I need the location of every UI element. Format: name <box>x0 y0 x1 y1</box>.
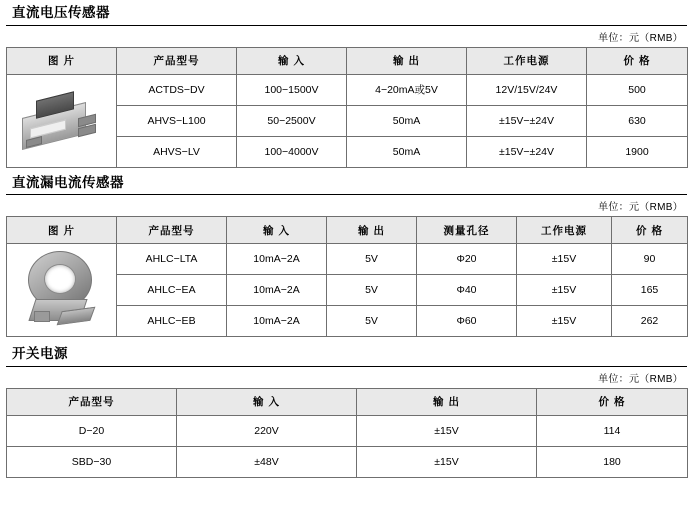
unit-note: 单位：元（RMB） <box>598 202 683 214</box>
cell-power: ±15V−±24V <box>467 105 587 136</box>
switching-power-supply-table <box>6 388 688 478</box>
dc-voltage-sensor-table <box>6 47 688 168</box>
dc-voltage-sensor-photo <box>7 74 117 167</box>
column-header: 产品型号 <box>7 388 177 415</box>
column-header: 价 格 <box>587 47 688 74</box>
cell-output: 50mA <box>347 136 467 167</box>
cell-price: 630 <box>587 105 688 136</box>
cell-output: ±15V <box>357 415 537 446</box>
cell-power: ±15V <box>517 306 612 337</box>
cell-input: 50−2500V <box>237 105 347 136</box>
cell-model: AHLC−LTA <box>117 244 227 275</box>
unit-note: 单位：元（RMB） <box>598 32 683 44</box>
column-header: 价 格 <box>612 217 688 244</box>
column-header: 工作电源 <box>517 217 612 244</box>
column-header: 输 出 <box>357 388 537 415</box>
cell-power: ±15V−±24V <box>467 136 587 167</box>
toroid-aperture-shape <box>44 264 76 294</box>
column-header: 产品型号 <box>117 47 237 74</box>
table-row <box>7 446 688 477</box>
column-header: 输 入 <box>177 388 357 415</box>
cell-input: 10mA−2A <box>227 244 327 275</box>
section-title: 直流电压传感器 <box>12 5 110 20</box>
column-header: 图 片 <box>7 47 117 74</box>
cell-price: 500 <box>587 74 688 105</box>
column-header: 产品型号 <box>117 217 227 244</box>
cell-aperture: Φ40 <box>417 275 517 306</box>
column-header: 输 入 <box>237 47 347 74</box>
cell-output: 5V <box>327 275 417 306</box>
column-header: 测量孔径 <box>417 217 517 244</box>
cell-output: 4−20mA或5V <box>347 74 467 105</box>
column-header: 价 格 <box>537 388 688 415</box>
table-header-row <box>7 388 688 415</box>
cell-price: 90 <box>612 244 688 275</box>
cell-output: 5V <box>327 306 417 337</box>
column-header: 图 片 <box>7 217 117 244</box>
cell-model: AHVS−LV <box>117 136 237 167</box>
column-header: 输 出 <box>327 217 417 244</box>
cell-input: 100−1500V <box>237 74 347 105</box>
column-header: 工作电源 <box>467 47 587 74</box>
cell-price: 262 <box>612 306 688 337</box>
cell-output: 5V <box>327 244 417 275</box>
section-dc-leakage-current-sensor <box>6 170 687 338</box>
cell-model: AHLC−EA <box>117 275 227 306</box>
cell-output: 50mA <box>347 105 467 136</box>
cell-power: ±15V <box>517 275 612 306</box>
section-title: 开关电源 <box>12 346 68 362</box>
unit-note: 单位：元（RMB） <box>598 373 683 385</box>
cell-output: ±15V <box>357 446 537 477</box>
cell-power: ±15V <box>517 244 612 275</box>
cell-price: 165 <box>612 275 688 306</box>
sensor-mount-shape <box>34 311 50 322</box>
cell-model: D−20 <box>7 415 177 446</box>
dc-leakage-current-sensor-photo <box>7 244 117 337</box>
section-switching-power-supply <box>6 339 687 478</box>
cell-input: 10mA−2A <box>227 306 327 337</box>
cell-model: AHVS−L100 <box>117 105 237 136</box>
cell-price: 114 <box>537 415 688 446</box>
section-title: 直流漏电流传感器 <box>12 174 124 190</box>
cell-input: 10mA−2A <box>227 275 327 306</box>
cell-input: 220V <box>177 415 357 446</box>
dc-leakage-current-sensor-table <box>6 216 688 337</box>
cell-input: ±48V <box>177 446 357 477</box>
cell-aperture: Φ20 <box>417 244 517 275</box>
table-header-row <box>7 217 688 244</box>
cell-price: 180 <box>537 446 688 477</box>
column-header: 输 出 <box>347 47 467 74</box>
table-row <box>7 415 688 446</box>
cell-model: AHLC−EB <box>117 306 227 337</box>
cell-input: 100−4000V <box>237 136 347 167</box>
cell-model: ACTDS−DV <box>117 74 237 105</box>
table-header-row <box>7 47 688 74</box>
table-row <box>7 74 688 105</box>
cell-aperture: Φ60 <box>417 306 517 337</box>
cell-model: SBD−30 <box>7 446 177 477</box>
cell-power: 12V/15V/24V <box>467 74 587 105</box>
table-row <box>7 244 688 275</box>
section-dc-voltage-sensor <box>6 0 687 168</box>
cell-price: 1900 <box>587 136 688 167</box>
column-header: 输 入 <box>227 217 327 244</box>
